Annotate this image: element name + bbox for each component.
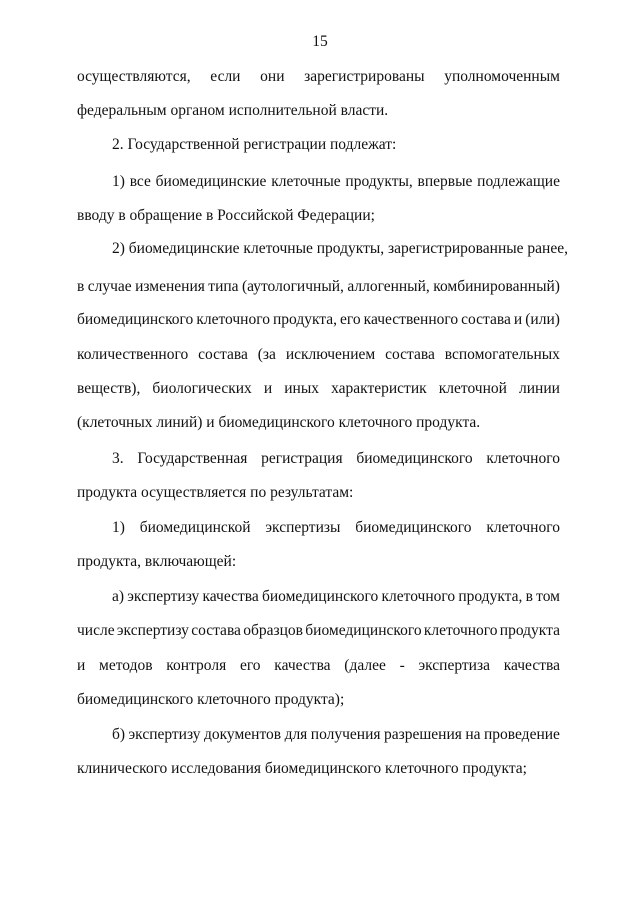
- word: качества: [503, 657, 560, 674]
- word: проведение: [483, 726, 560, 743]
- word: биомедицинские: [155, 173, 267, 190]
- word: если: [210, 68, 241, 85]
- word: продукта,: [272, 311, 337, 328]
- word: (или): [525, 311, 560, 328]
- word: экспертизу: [116, 622, 189, 639]
- word: комбинированный): [433, 278, 560, 295]
- word: и: [77, 657, 86, 674]
- text-line-13: продукта осуществляется по результатам:: [77, 484, 354, 501]
- word: аллогенный,: [347, 278, 430, 295]
- word: б): [112, 726, 126, 743]
- word: (за: [257, 346, 276, 363]
- word: качественного: [363, 311, 459, 328]
- text-line-12: [112, 449, 560, 469]
- word: методов: [99, 657, 153, 674]
- word: Государственная: [137, 450, 248, 467]
- text-line-1: [77, 67, 560, 87]
- word: 1): [112, 519, 125, 536]
- word: продукта: [499, 622, 560, 639]
- word: -: [399, 657, 405, 674]
- word: впервые: [417, 173, 473, 190]
- word: на: [465, 726, 481, 743]
- word: типа: [208, 278, 239, 295]
- word: состава: [385, 346, 435, 363]
- word: состава: [191, 622, 241, 639]
- word: они: [260, 68, 285, 85]
- text-line-5: вводу в обращение в Российской Федерации;: [77, 207, 375, 224]
- word: все: [129, 173, 151, 190]
- word: клеточные: [271, 173, 341, 190]
- word: экспертизу: [127, 588, 200, 605]
- word: иных: [284, 380, 320, 397]
- word: том: [536, 588, 560, 605]
- text-line-3: 2. Государственной регистрации подлежат:: [112, 136, 397, 153]
- word: линии: [519, 380, 560, 397]
- word: 3.: [112, 450, 124, 467]
- word: (аутологичный,: [241, 278, 344, 295]
- word: для: [284, 726, 308, 743]
- word: его: [239, 657, 261, 674]
- word: документов: [203, 726, 282, 743]
- word: в: [525, 588, 533, 605]
- word: образцов: [243, 622, 303, 639]
- word: уполномоченным: [444, 68, 560, 85]
- word: биомедицинского: [355, 519, 472, 536]
- word: и: [263, 380, 273, 397]
- word: количественного: [77, 346, 189, 363]
- word: подлежащие: [477, 173, 560, 190]
- page-number: 15: [312, 33, 328, 50]
- text-line-8: [77, 310, 560, 330]
- text-line-15: продукта, включающей:: [77, 553, 237, 570]
- text-line-7: [77, 277, 560, 297]
- word: его: [340, 311, 361, 328]
- word: зарегистрированы: [304, 68, 425, 85]
- text-line-20: [112, 725, 560, 745]
- text-line-18: [77, 656, 560, 676]
- word: (далее: [344, 657, 386, 674]
- word: клеточного: [423, 622, 498, 639]
- word: разрешения: [383, 726, 462, 743]
- word: качества: [202, 588, 259, 605]
- word: контроля: [166, 657, 227, 674]
- word: получения: [310, 726, 381, 743]
- word: клеточного: [196, 311, 270, 328]
- word: числе: [77, 622, 115, 639]
- word: характеристик: [331, 380, 427, 397]
- word: качества: [274, 657, 331, 674]
- text-line-17: [77, 621, 560, 641]
- word: случае: [87, 278, 132, 295]
- text-line-6: 2) биомедицинские клеточные продукты, зарегистрированные ранее,: [112, 240, 568, 257]
- word: клеточного: [381, 588, 456, 605]
- word: экспертизы: [265, 519, 341, 536]
- word: экспертизу: [128, 726, 201, 743]
- word: биомедицинского: [305, 622, 422, 639]
- word: биологических: [152, 380, 252, 397]
- text-line-16: [112, 587, 560, 607]
- word: веществ),: [77, 380, 141, 397]
- word: продукта,: [458, 588, 523, 605]
- text-line-9: [77, 345, 560, 365]
- text-line-11: (клеточных линий) и биомедицинского клеточного продукта.: [77, 414, 481, 431]
- word: осуществляются,: [77, 68, 191, 85]
- word: вспомогательных: [444, 346, 560, 363]
- word: регистрация: [261, 450, 343, 467]
- word: биомедицинского: [77, 311, 194, 328]
- word: а): [112, 588, 125, 605]
- text-line-14: [112, 518, 560, 538]
- word: изменения: [135, 278, 205, 295]
- word: состава: [198, 346, 248, 363]
- text-line-2: федеральным органом исполнительной власти.: [77, 102, 389, 119]
- word: клеточного: [486, 519, 560, 536]
- text-line-19: биомедицинского клеточного продукта);: [77, 691, 345, 708]
- text-line-21: клинического исследования биомедицинского клеточного продукта;: [77, 760, 527, 777]
- word: экспертиза: [418, 657, 490, 674]
- word: в: [77, 278, 85, 295]
- word: клеточного: [486, 450, 560, 467]
- text-line-4: [112, 172, 560, 192]
- word: биомедицинского: [356, 450, 473, 467]
- word: биомедицинской: [139, 519, 251, 536]
- word: продукты,: [345, 173, 413, 190]
- word: состава: [461, 311, 511, 328]
- word: клеточной: [438, 380, 507, 397]
- word: и: [513, 311, 523, 328]
- word: 1): [112, 173, 125, 190]
- word: биомедицинского: [261, 588, 379, 605]
- word: исключением: [285, 346, 376, 363]
- text-line-10: [77, 379, 560, 399]
